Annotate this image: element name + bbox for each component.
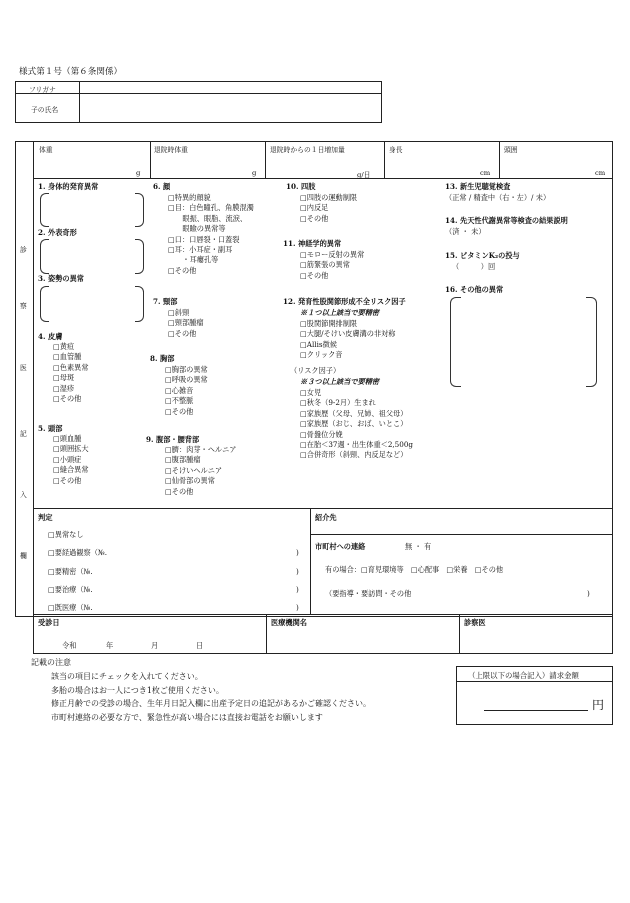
checkbox-item[interactable]: □モロー反射の異常 (300, 250, 365, 259)
judgement-close: ) (296, 567, 299, 576)
doctor-field[interactable] (461, 630, 611, 652)
checkbox-item[interactable]: □女児 (300, 388, 322, 397)
checkbox-item[interactable]: □大腿/そけい皮膚溝の非対称 (300, 329, 396, 339)
discharge-weight-label: 退院時体重 (154, 146, 188, 154)
section-8-list (165, 365, 208, 417)
list-line: 眼振、眼脂、流涙、 (168, 213, 248, 223)
municipal-contact-choice[interactable]: 無 ・ 有 (405, 542, 432, 551)
checkbox-item[interactable]: □クリック音 (300, 350, 343, 360)
checkbox-item[interactable]: □その他 (165, 406, 194, 416)
height-unit: cm (480, 169, 491, 177)
section-11-list (300, 250, 364, 281)
section-13-text: （正常 / 精査中（右・左）/ 未） (445, 193, 551, 202)
section-13-title: 13. 新生児聴覚検査 (445, 182, 511, 191)
note-line: 市町村連絡の必要な方で、緊急性が高い場合には直接お電話をお願いします (51, 712, 323, 722)
judgement-close: ) (296, 585, 299, 594)
side-label-3: 医 (20, 364, 27, 372)
section-10-list (300, 193, 357, 224)
height-label: 身長 (389, 146, 403, 154)
guidance-close: ) (587, 589, 590, 598)
note-line: 修正月齢での受診の場合、生年月日記入欄に出産予定日の追記があるかご確認ください。 (51, 699, 371, 709)
checkbox-item[interactable]: □耳：小耳症・副耳 (168, 245, 233, 255)
checkbox-item[interactable]: □合併奇形（斜頸、内反足など） (300, 450, 408, 460)
checkbox-item[interactable]: □臍：肉芽・ヘルニア (165, 445, 237, 454)
side-label-1: 診 (20, 246, 27, 254)
checkbox-item[interactable]: □腹部腫瘤 (165, 455, 201, 465)
section-14-title: 14. 先天性代謝異常等検査の結果説明 (445, 216, 568, 225)
checkbox-item[interactable]: □頭血腫 (53, 434, 82, 443)
institution-label: 医療機関名 (271, 618, 307, 627)
checkbox-item[interactable]: □家族歴（おじ、おば、いとこ） (300, 419, 408, 429)
checkbox-item[interactable]: □目：白色瞳孔、角膜混濁 (168, 203, 254, 213)
section-16-title: 16. その他の異常 (445, 285, 504, 294)
furigana-field[interactable] (80, 82, 380, 92)
section-14-text: （済 ・ 未） (445, 227, 486, 236)
checkbox-item[interactable]: □口：口唇裂・口蓋裂 (168, 234, 240, 244)
checkbox-item[interactable]: □縫合異常 (53, 465, 89, 475)
checkbox-item[interactable]: □頸部腫瘤 (168, 318, 204, 328)
risk-factor-label: （リスク因子） (290, 366, 341, 375)
section-10-title: 10. 四肢 (286, 182, 316, 191)
checkbox-item[interactable]: □その他 (300, 270, 329, 280)
judgement-option[interactable]: □要治療（№. (48, 585, 93, 594)
judgement-option[interactable]: □要経過観察（№. (48, 548, 108, 557)
referral-title: 紹介先 (315, 513, 337, 522)
side-label-5: 入 (20, 491, 27, 499)
daily-gain-label: 退院時からの１日増加量 (270, 146, 345, 154)
child-name-field[interactable] (80, 94, 380, 122)
section-5-title: 5. 頭部 (38, 424, 63, 433)
checkbox-item[interactable]: □胸部の異常 (165, 365, 208, 374)
notes-list (51, 670, 371, 724)
checkbox-item[interactable]: □四肢の運動制限 (300, 193, 358, 202)
checkbox-item[interactable]: □色素異常 (53, 362, 89, 372)
notes-title: 記載の注意 (31, 658, 71, 667)
checkbox-item[interactable]: □母斑 (53, 373, 75, 383)
checkbox-item[interactable]: □その他 (300, 213, 329, 223)
checkbox-item[interactable]: □筋緊張の異常 (300, 260, 350, 270)
contact-case-options[interactable]: 有の場合：□育児環境等 □心配事 □栄養 □その他 (325, 565, 504, 574)
checkbox-item[interactable]: □股関節開排制限 (300, 319, 358, 328)
guidance-options[interactable]: （要指導・要訪問・その他 (325, 589, 412, 598)
section-9-list (165, 445, 236, 497)
section-15-text[interactable]: （ ）回 (452, 262, 496, 271)
era-label: 令和 (62, 641, 77, 650)
checkbox-item[interactable]: □骨盤位分娩 (300, 429, 343, 439)
checkbox-item[interactable]: □その他 (168, 328, 197, 338)
checkbox-item[interactable]: □その他 (53, 394, 82, 404)
section-11-title: 11. 神経学的異常 (283, 239, 342, 248)
claim-amount-field[interactable] (484, 698, 588, 711)
checkbox-item[interactable]: □湿疹 (53, 383, 75, 393)
claim-label: （上限以下の場合記入）請求金額 (468, 671, 579, 680)
section-8-title: 8. 胸部 (150, 354, 175, 363)
section-12-title: 12. 発育性股関節形成不全リスク因子 (283, 297, 406, 306)
visit-date-label: 受診日 (38, 618, 60, 627)
section-7-title: 7. 頸部 (153, 297, 178, 306)
weight-unit: g (136, 169, 141, 177)
checkbox-item[interactable]: □在胎＜37週・出生体重＜2,500g (300, 440, 413, 450)
section-6-list (168, 193, 254, 276)
furigana-label: フリガナ (29, 86, 56, 94)
day-label: 日 (196, 641, 204, 650)
checkbox-item[interactable]: □特異的顔貌 (168, 193, 211, 202)
side-label-6: 欄 (20, 552, 27, 560)
daily-gain-unit: g/日 (357, 171, 371, 179)
discharge-weight-unit: g (252, 169, 257, 177)
section-9-title: 9. 腹部・腰背部 (146, 435, 200, 444)
list-line: ・耳瘻孔等 (168, 255, 219, 265)
section-4-title: 4. 皮膚 (38, 332, 63, 341)
checkbox-item[interactable]: □内反足 (300, 203, 329, 213)
checkbox-item[interactable]: □Allis徴候 (300, 339, 337, 349)
child-name-label: 子の氏名 (31, 106, 59, 114)
checkbox-item[interactable]: □血管腫 (53, 352, 82, 362)
section-4-list (53, 342, 89, 404)
month-label: 月 (151, 641, 159, 650)
head-circ-unit: cm (595, 169, 606, 177)
judgement-close: ) (296, 603, 299, 612)
section-5-list (53, 434, 89, 486)
section-1-title: 1. 身体的発育異常 (38, 182, 99, 191)
checkbox-item[interactable]: □小頭症 (53, 454, 82, 464)
checkbox-item[interactable]: □頭囲拡大 (53, 444, 89, 454)
year-label: 年 (106, 641, 114, 650)
checkbox-item[interactable]: □心雑音 (165, 385, 194, 395)
section-7-list (168, 308, 204, 339)
section-15-title: 15. ビタミンK₂の投与 (445, 251, 520, 260)
list-line: 眼瞼の異常等 (168, 224, 226, 234)
checkbox-item[interactable]: □不整脈 (165, 396, 194, 406)
weight-label: 体重 (39, 146, 53, 154)
checkbox-item[interactable]: □そけいヘルニア (165, 465, 223, 475)
section-2-title: 2. 外表奇形 (38, 228, 77, 237)
checkbox-item[interactable]: □その他 (53, 475, 82, 485)
head-circ-label: 頭囲 (504, 146, 518, 154)
section-12-note-3: ※３つ以上該当で要精密 (300, 377, 380, 386)
municipal-contact-label: 市町村への連絡 (315, 542, 366, 551)
checkbox-item[interactable]: □その他 (165, 486, 194, 496)
checkbox-item[interactable]: □秋冬（9-2月）生まれ (300, 398, 376, 408)
section-12-list-b (300, 388, 413, 461)
note-line: 該当の項目にチェックを入れてください。 (51, 672, 203, 681)
judgement-option[interactable]: □要精密（№. (48, 567, 93, 576)
judgement-option[interactable]: □既医療（№. (48, 603, 93, 612)
section-6-title: 6. 顔 (153, 182, 171, 191)
checkbox-item[interactable]: □黄疸 (53, 342, 75, 351)
checkbox-item[interactable]: □呼吸の異常 (165, 375, 208, 385)
checkbox-item[interactable]: □斜頸 (168, 308, 190, 317)
side-label-4: 記 (20, 430, 27, 438)
note-line: 多胎の場合はお一人につき1枚ご使用ください。 (51, 685, 224, 695)
judgement-close: ) (296, 548, 299, 557)
checkbox-item[interactable]: □仙骨部の異常 (165, 476, 215, 486)
judgement-option[interactable]: □異常なし (48, 530, 84, 539)
section-12-list-a (300, 319, 395, 361)
other-abnormal-field[interactable] (450, 297, 461, 387)
section-12-note-1: ※１つ以上該当で要精密 (300, 308, 380, 317)
section-3-title: 3. 姿勢の異常 (38, 274, 84, 283)
form-title: 様式第１号（第６条関係） (19, 67, 123, 77)
doctor-label: 診察医 (464, 618, 486, 627)
judgement-title: 判定 (38, 513, 53, 522)
claim-unit: 円 (592, 698, 605, 712)
checkbox-item[interactable]: □その他 (168, 265, 197, 275)
side-label-2: 察 (20, 302, 27, 310)
institution-field[interactable] (268, 630, 456, 652)
checkbox-item[interactable]: □家族歴（父母、兄姉、祖父母） (300, 408, 408, 418)
